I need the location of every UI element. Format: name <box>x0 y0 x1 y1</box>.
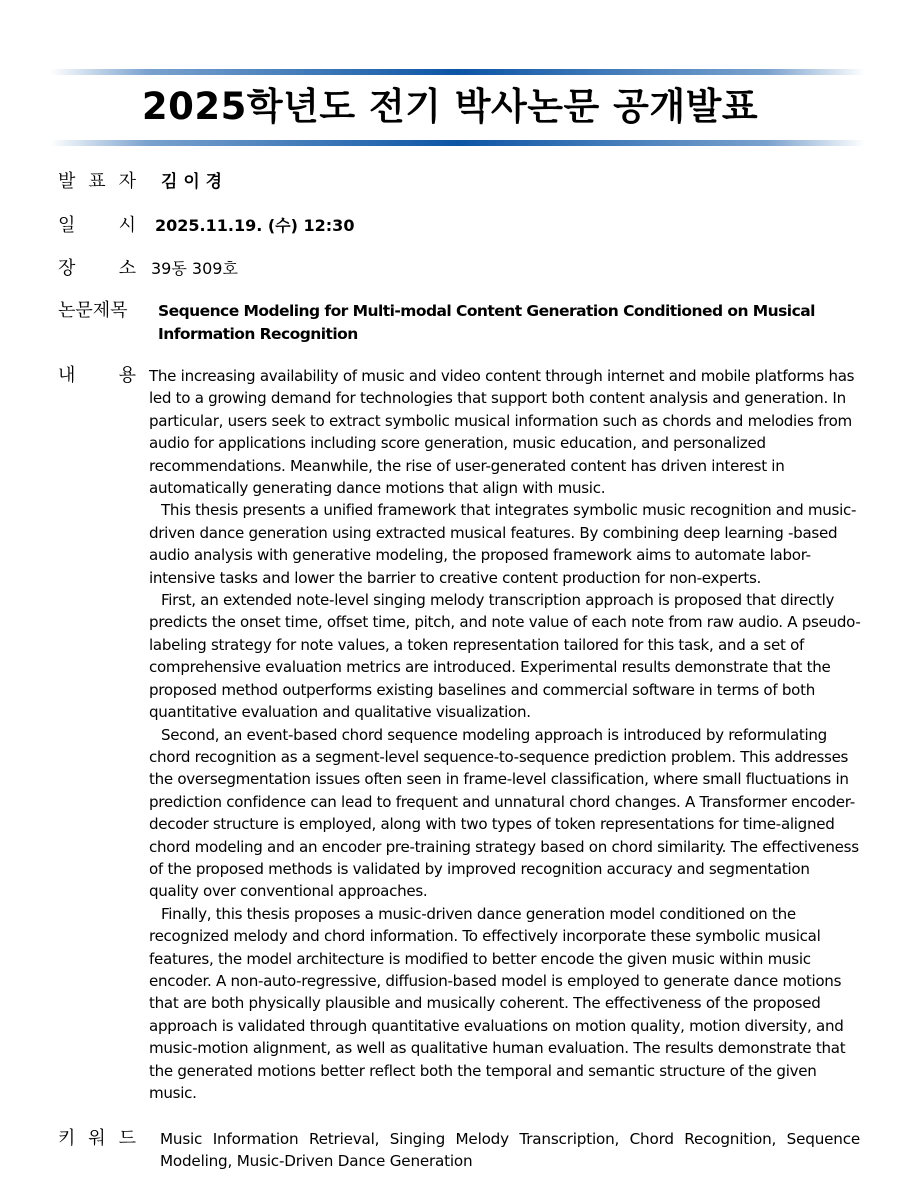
presenter-label <box>58 171 136 193</box>
keywords-label-char: 워 <box>88 1128 106 1149</box>
presenter-label-char: 표 <box>88 171 106 192</box>
abstract-paragraph: This thesis presents a unified framework that integrates symbolic music recognition and music-driven dance generation using extracted musical features. By combining deep learning -based audio analysis with generative modeling, the proposed framework aims to automate labor-intensive tasks and lower the barrier to creative content production for non-experts. <box>149 501 857 587</box>
content-label-char: 내 <box>58 365 76 386</box>
page-title: 2025학년도 전기 박사논문 공개발표 <box>141 85 759 128</box>
keywords-value: Music Information Retrieval, Singing Melody Transcription, Chord Recognition, Sequence Modeling, Music-Driven Dance Generation <box>160 1130 860 1171</box>
thesis-title: Sequence Modeling for Multi-modal Content Generation Conditioned on Musical Information Recognition <box>158 302 815 343</box>
content-label <box>58 365 136 387</box>
location-label <box>58 258 136 280</box>
keywords-label <box>58 1128 136 1150</box>
thesis-title-label: 논문제목 <box>58 300 128 321</box>
location-label-char: 장 <box>58 258 76 279</box>
title-bottom-rule <box>50 140 865 146</box>
abstract-paragraph: First, an extended note-level singing melody transcription approach is proposed that directly predicts the onset time, offset time, pitch, and note value of each note from raw audio. A pseudo-labeling strategy for note values, a token representation tailored for this task, and a set of comprehensive evaluation metrics are introduced. Experimental results demonstrate that the proposed method outperforms existing baselines and commercial software in terms of both quantitative evaluation and qualitative visualization. <box>149 591 861 722</box>
location-value: 39동 309호 <box>151 259 238 278</box>
keywords-label-char: 키 <box>58 1128 76 1149</box>
presenter-label-char: 자 <box>118 171 136 192</box>
keywords-label-char: 드 <box>118 1128 136 1149</box>
datetime-value: 2025.11.19. (수) 12:30 <box>155 216 355 235</box>
location-label-char: 소 <box>118 258 136 279</box>
datetime-label-char: 시 <box>118 215 136 236</box>
abstract-body <box>149 365 861 1104</box>
presenter-name: 김 이 경 <box>161 172 223 192</box>
datetime-label <box>58 215 136 237</box>
presenter-label-char: 발 <box>58 171 76 192</box>
abstract-paragraph: Second, an event-based chord sequence modeling approach is introduced by reformulating chord recognition as a segment-level sequence-to-sequence prediction problem. This addresses the oversegmentation issues often seen in frame-level classification, where small fluctuations in prediction confidence can lead to frequent and unnatural chord changes. A Transformer encoder-decoder structure is employed, along with two types of token representations for time-aligned chord modeling and an encoder pre-training strategy based on chord similarity. The effectiveness of the proposed methods is validated by improved recognition accuracy and segmentation quality over conventional approaches. <box>149 725 859 901</box>
title-top-rule <box>50 69 865 75</box>
abstract-paragraph: Finally, this thesis proposes a music-driven dance generation model conditioned on the recognized melody and chord information. To effectively incorporate these symbolic musical features, the model architecture is modified to better encode the given music within music encoder. A non-auto-regressive, diffusion-based model is employed to generate dance motions that are both physically plausible and musically coherent. The effectiveness of the proposed approach is validated through quantitative evaluations on motion quality, motion diversity, and music-motion alignment, as well as qualitative human evaluation. The results demonstrate that the generated motions better reflect both the temporal and semantic structure of the given music. <box>149 904 846 1102</box>
datetime-label-char: 일 <box>58 215 76 236</box>
abstract-paragraph: The increasing availability of music and video content through internet and mobile platforms has led to a growing demand for technologies that support both content analysis and generation. In particular, users seek to extract symbolic musical information such as chords and melodies from audio for applications including score generation, music education, and personalized recommendations. Meanwhile, the rise of user-generated content has driven interest in automatically generating dance motions that align with music. <box>149 367 855 498</box>
content-label-char: 용 <box>118 365 136 386</box>
